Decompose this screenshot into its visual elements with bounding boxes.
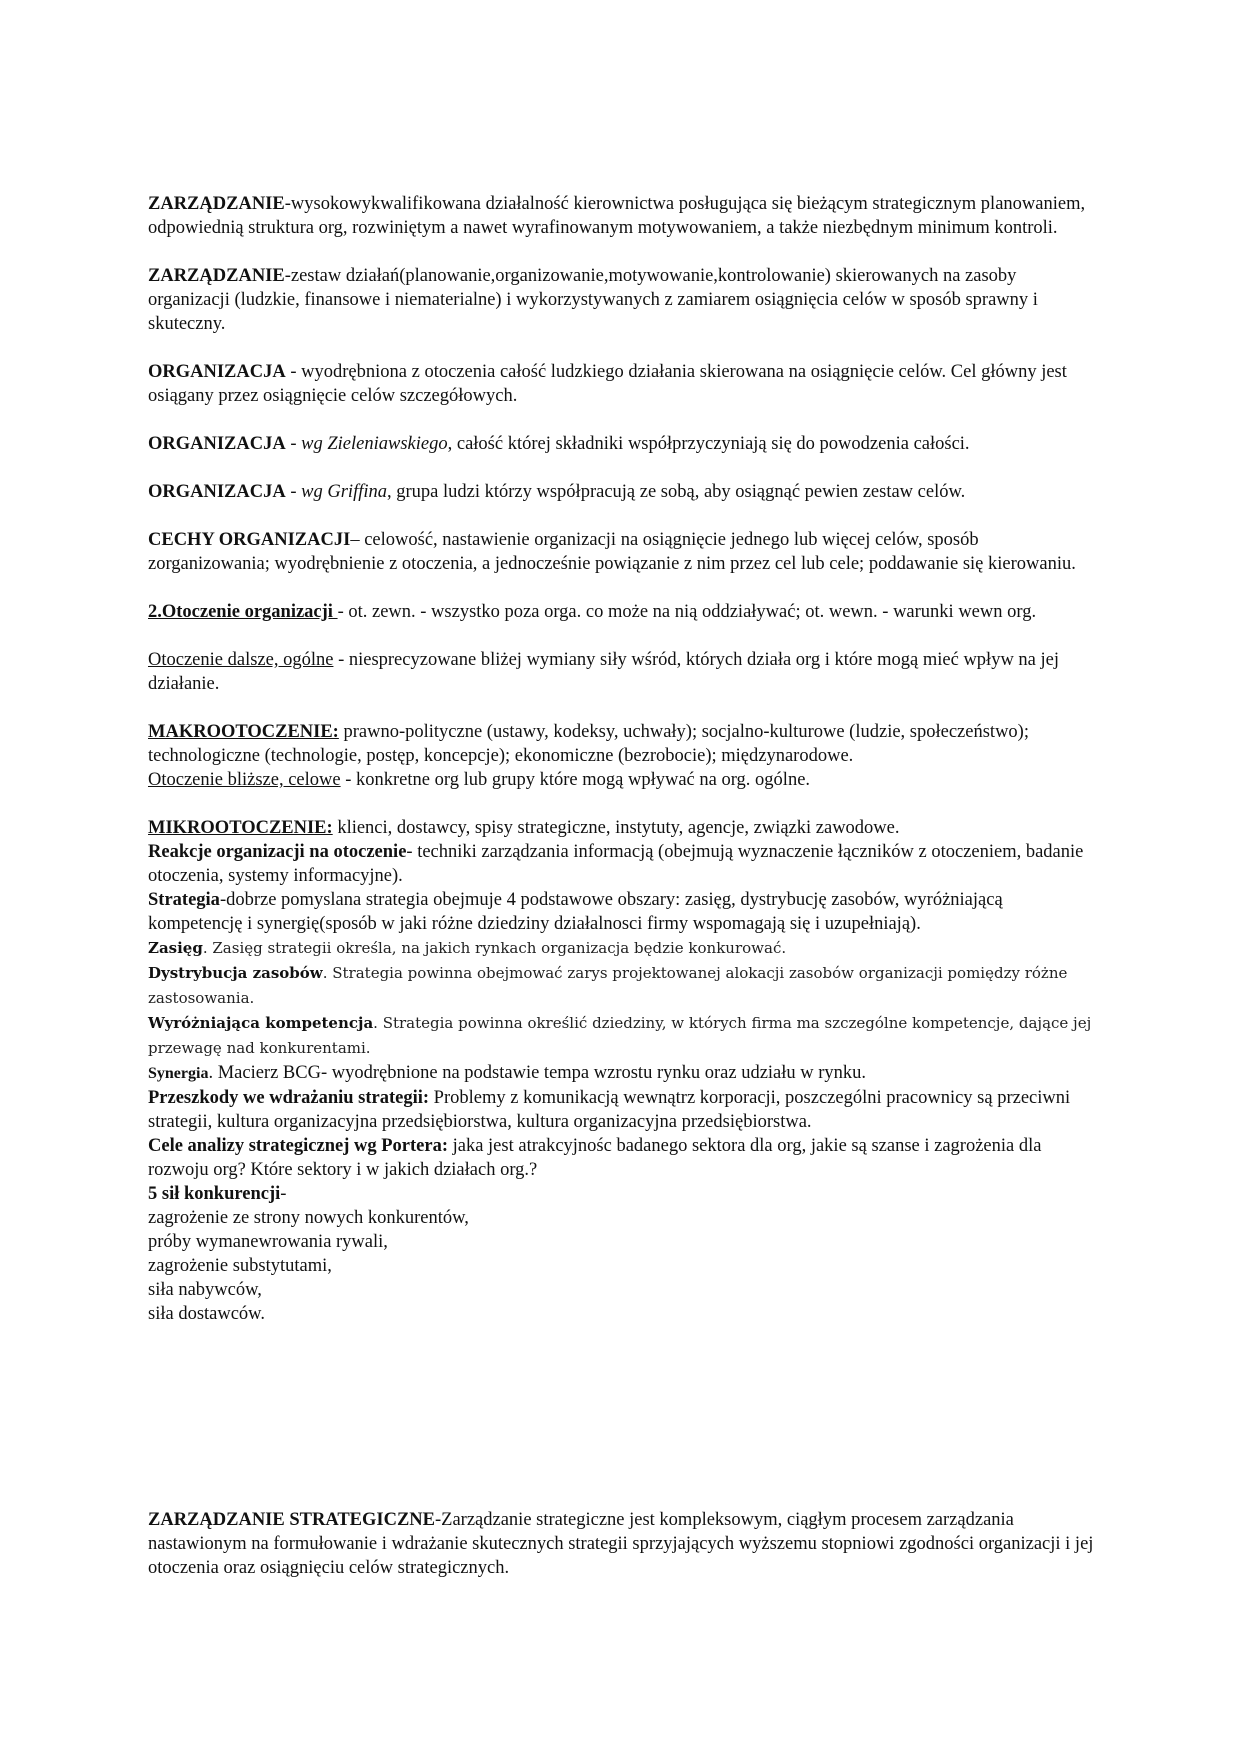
dash: - [285,434,302,454]
definition-text: -wysokowykwalifikowana działalność kierownictwa posługująca się bieżącym strategicznym planowaniem, odpowiednią struktura org, rozwiniętym a nawet wyrafinowanym motywowaniem, a także niezbędnym minimum kontroli. [148,194,1086,238]
definition-otoczenie-dalsze [148,648,1098,696]
list-item: siła nabywców, [148,1280,262,1300]
definition-mikrootoczenie [148,816,1098,840]
definition-text: -zestaw działań(planowanie,organizowanie,motywowanie,kontrolowanie) skierowanych na zasoby organizacji (ludzkie, finansowe i niematerialne) i wykorzystywanych z zamiarem osiągnięcia celów w sposób sprawny i skuteczny. [148,266,1038,334]
definition-text: -dobrze pomyslana strategia obejmuje 4 podstawowe obszary: zasięg, dystrybucję zasobów, wyróżniającą kompetencję i synergię(sposób w jaki różne dziedziny działalnosci firmy wspomagają się i uzupełniają). [148,890,1003,934]
term: Cele analizy strategicznej wg Portera: [148,1136,448,1156]
definition-makrootoczenie [148,720,1098,792]
heading-5-sil [148,1182,1098,1206]
definition-text: . Strategia powinna określić dziedziny, w których firma ma szczególne kompetencje, dające jej przewagę nad konkurentami. [148,1014,1092,1057]
term: CECHY ORGANIZACJI [148,530,351,550]
author-ref: wg Griffina [301,482,387,502]
definition-reakcje [148,840,1098,888]
term: ZARZĄDZANIE [148,266,285,286]
definition-organizacja-3 [148,480,1098,504]
definition-text: jaka jest atrakcyjnośc badanego sektora dla org, jakie są szanse i zagrożenia dla rozwoju org? Które sektory i w jakich działach org.? [148,1136,1042,1180]
definition-text: . Macierz BCG- wyodrębnione na podstawie tempa wzrostu rynku oraz udziału w rynku. [208,1063,867,1083]
term: 5 sił konkurencji [148,1184,281,1204]
term: Dystrybucja zasobów [148,964,323,982]
definition-text: - [280,1184,287,1204]
definition-text: . Zasięg strategii określa, na jakich rynkach organizacja będzie konkurować. [202,939,787,957]
definition-organizacja-1 [148,360,1098,408]
forces-list [148,1206,1098,1326]
definition-przeszkody [148,1086,1098,1134]
definition-text: . Strategia powinna obejmować zarys projektowanej alokacji zasobów organizacji pomiędzy różne zastosowania. [148,964,1068,1007]
term: Otoczenie bliższe, celowe [148,770,341,790]
list-item: siła dostawców. [148,1304,265,1324]
term: ORGANIZACJA [148,362,286,382]
definition-text: klienci, dostawcy, spisy strategiczne, instytuty, agencje, związki zawodowe. [332,818,900,838]
definition-text: , całość której składniki współprzyczyniają się do powodzenia całości. [447,434,970,454]
definition-synergia [148,1061,1098,1086]
list-item: próby wymanewrowania rywali, [148,1232,388,1252]
term: Reakcje organizacji na otoczenie [148,842,407,862]
definition-kompetencja [148,1011,1098,1061]
definition-text: Problemy z komunikacją wewnątrz korporacji, poszczególni pracownicy są przeciwni strategii, kultura organizacyjna przedsiębiorstwa, kultura organizacyjna przedsiębiorstwa. [148,1088,1071,1132]
definition-zarzadzanie-1 [148,192,1098,240]
definition-zarzadzanie-strategiczne [148,1508,1098,1580]
definition-zarzadzanie-2 [148,264,1098,336]
definition-cechy [148,528,1098,576]
dash: - [285,482,302,502]
definition-text: - niesprecyzowane bliżej wymiany siły wśród, których działa org i które mogą mieć wpływ na jej działanie. [148,650,1060,694]
term: ZARZĄDZANIE [148,194,285,214]
term: Strategia [148,890,220,910]
term: Przeszkody we wdrażaniu strategii: [148,1088,430,1108]
term: ORGANIZACJA [148,482,286,502]
definition-dystrybucja [148,961,1098,1011]
definition-zasieg [148,936,1098,961]
definition-cele-analizy [148,1134,1098,1182]
term: ORGANIZACJA [148,434,286,454]
document-body [148,192,1098,1326]
author-ref: wg Zieleniawskiego [301,434,448,454]
list-item: zagrożenie ze strony nowych konkurentów, [148,1208,469,1228]
term: Zasięg [148,939,203,957]
list-item: zagrożenie substytutami, [148,1256,332,1276]
definition-text: -Zarządzanie strategiczne jest kompleksowym, ciągłym procesem zarządzania nastawionym na formułowanie i wdrażanie skutecznych strategii sprzyjających wyższemu stopniowi zgodności organizacji i jej otoczenia oraz osiągnięciu celów strategicznych. [148,1510,1094,1578]
term: ZARZĄDZANIE STRATEGICZNE [148,1510,435,1530]
definition-organizacja-2 [148,432,1098,456]
term: MIKROOTOCZENIE: [148,818,333,838]
section-otoczenie [148,600,1098,624]
definition-text: - wyodrębniona z otoczenia całość ludzkiego działania skierowana na osiągnięcie celów. Cel główny jest osiągany przez osiągnięcie celów szczegółowych. [148,362,1067,406]
term: Otoczenie dalsze, ogólne [148,650,334,670]
definition-text: , grupa ludzi którzy współpracują ze sobą, aby osiągnąć pewien zestaw celów. [387,482,966,502]
definition-strategia [148,888,1098,936]
definition-text: - techniki zarządzania informacją (obejmują wyznaczenie łączników z otoczeniem, badanie otoczenia, systemy informacyjne). [148,842,1084,886]
definition-text: prawno-polityczne (ustawy, kodeksy, uchwały); socjalno-kulturowe (ludzie, społeczeństwo); technologiczne (technologie, postęp, koncepcje); ekonomiczne (bezrobocie); międzynarodowe. [148,722,1029,766]
term: MAKROOTOCZENIE: [148,722,339,742]
definition-text: – celowość, nastawienie organizacji na osiągnięcie jednego lub więcej celów, sposób zorganizowania; wyodrębnienie z otoczenia, a jednocześnie powiązanie z nim przez cel lub cele; poddawanie się kierowaniu. [148,530,1076,574]
definition-text: - ot. zewn. - wszystko poza orga. co może na nią oddziaływać; ot. wewn. - warunki wewn org. [337,602,1037,622]
definition-text: - konkretne org lub grupy które mogą wpływać na org. ogólne. [340,770,811,790]
term: Synergia [148,1065,209,1082]
section-heading: 2.Otoczenie organizacji [148,602,338,622]
term: Wyróżniająca kompetencja [148,1014,374,1032]
